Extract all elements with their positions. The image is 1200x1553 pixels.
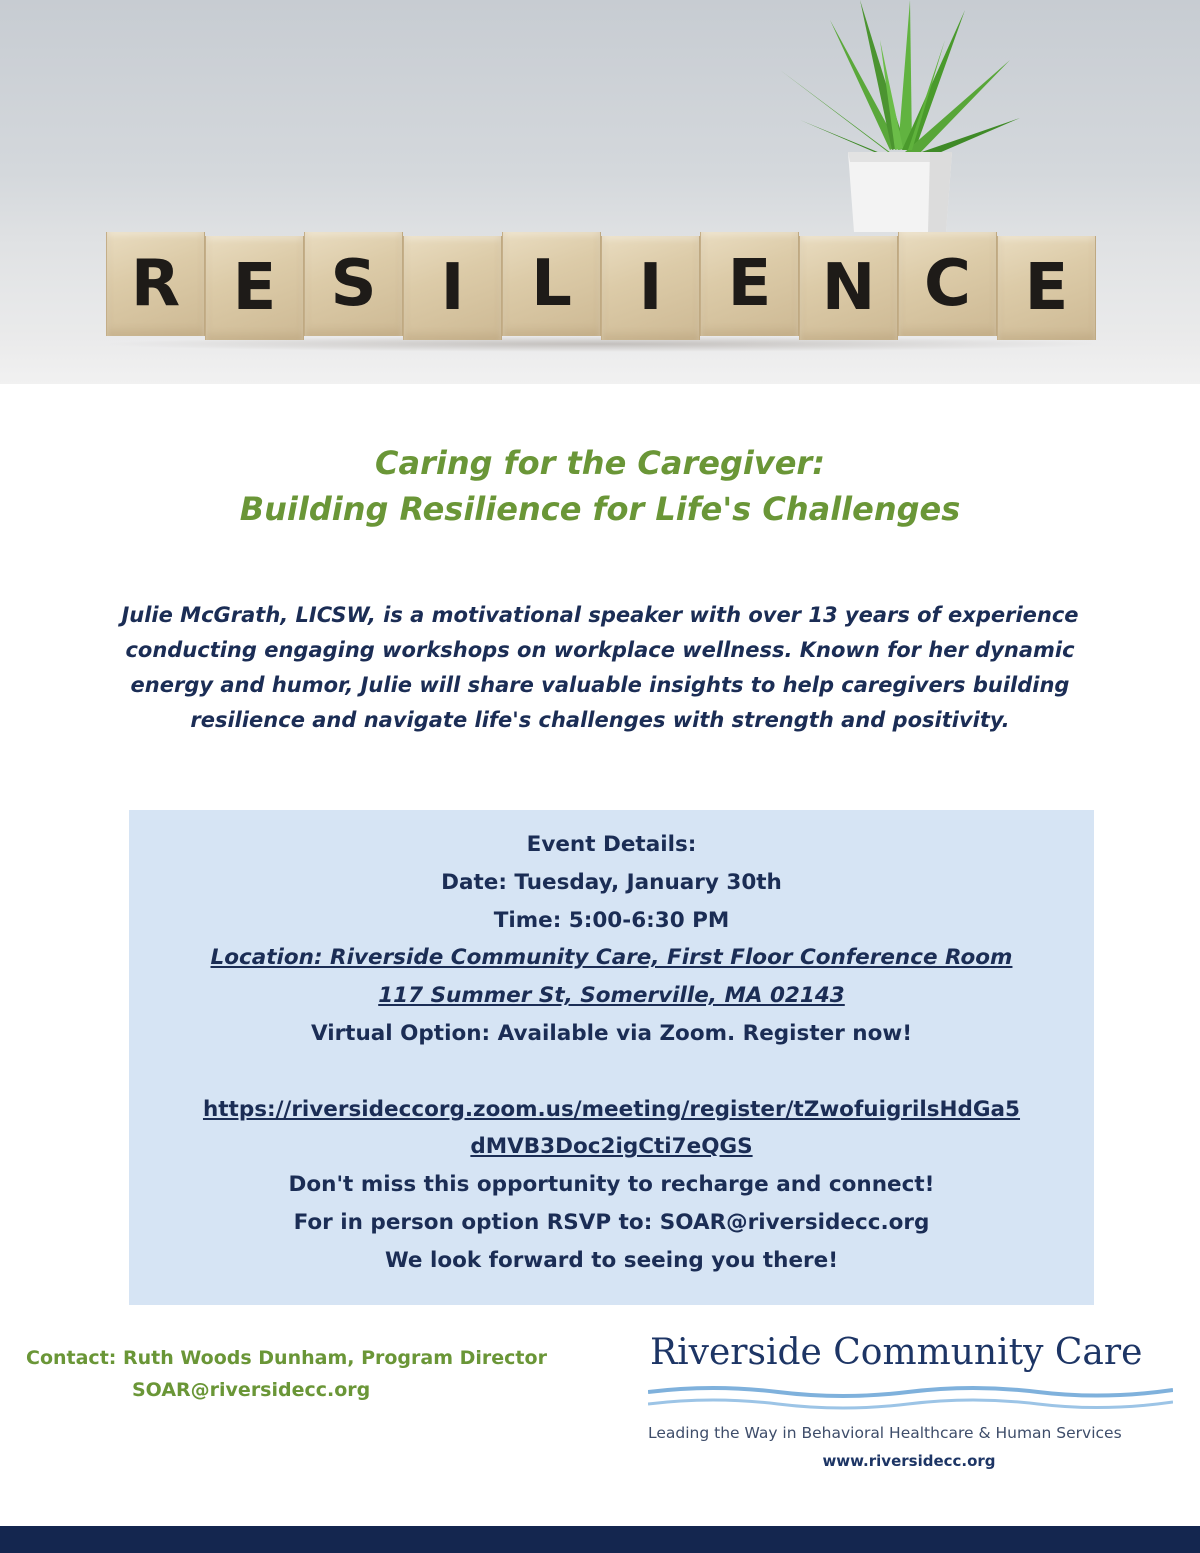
event-details-box <box>129 810 1094 1305</box>
letter-block: R <box>106 232 205 336</box>
zoom-registration-link[interactable]: https://riversideccorg.zoom.us/meeting/register/tZwofuigrilsHdGa5 <box>202 1096 1021 1122</box>
event-virtual-option: Virtual Option: Available via Zoom. Register now! <box>310 1020 913 1046</box>
contact-info <box>26 1342 626 1406</box>
letter-block: I <box>403 236 502 340</box>
zoom-registration-link-cont[interactable]: dMVB3Doc2igCti7eQGS <box>470 1134 753 1160</box>
event-location-link[interactable]: Location: Riverside Community Care, First Floor Conference Room <box>210 945 1013 971</box>
letter-block: I <box>601 236 700 340</box>
event-rsvp: For in person option RSVP to: SOAR@riversidecc.org <box>293 1209 930 1235</box>
event-address-link[interactable]: 117 Summer St, Somerville, MA 02143 <box>378 983 845 1009</box>
spacer <box>129 1053 1094 1091</box>
event-heading: Event Details: <box>526 832 697 857</box>
event-date: Date: Tuesday, January 30th <box>441 869 782 895</box>
contact-email[interactable]: SOAR@riversidecc.org <box>132 1379 371 1401</box>
title-line-2: Building Resilience for Life's Challenges <box>239 490 961 528</box>
website-link[interactable]: www.riversidecc.org <box>822 1452 996 1470</box>
letter-block: E <box>700 232 799 336</box>
wave-lines-icon <box>648 1382 1173 1416</box>
letter-block: E <box>997 236 1096 340</box>
page-title <box>0 440 1200 532</box>
letter-block: L <box>502 232 601 336</box>
riverside-logo <box>644 1332 1174 1492</box>
title-line-1: Caring for the Caregiver: <box>375 444 825 482</box>
event-dont-miss: Don't miss this opportunity to recharge and connect! <box>288 1172 935 1198</box>
event-time: Time: 5:00-6:30 PM <box>493 907 730 933</box>
letter-block: S <box>304 232 403 336</box>
contact-line: Contact: Ruth Woods Dunham, Program Director <box>26 1347 547 1369</box>
footer-bar <box>0 1526 1200 1553</box>
hero-image <box>0 0 1200 384</box>
resilience-blocks <box>106 232 1096 342</box>
speaker-intro: Julie McGrath, LICSW, is a motivational speaker with over 13 years of experience conducting engaging workshops on workplace wellness. Known for her dynamic energy and humor, Julie will share valuable insights to help caregivers building resilience and navigate life's challenges with strength and positivity. <box>121 603 1079 732</box>
event-closing: We look forward to seeing you there! <box>384 1247 839 1273</box>
letter-block: E <box>205 236 304 340</box>
potted-plant-icon <box>760 0 1030 240</box>
logo-tagline: Leading the Way in Behavioral Healthcare & Human Services <box>648 1424 1122 1442</box>
letter-block: N <box>799 236 898 340</box>
letter-block: C <box>898 232 997 336</box>
logo-name: Riverside Community Care <box>650 1332 1143 1373</box>
